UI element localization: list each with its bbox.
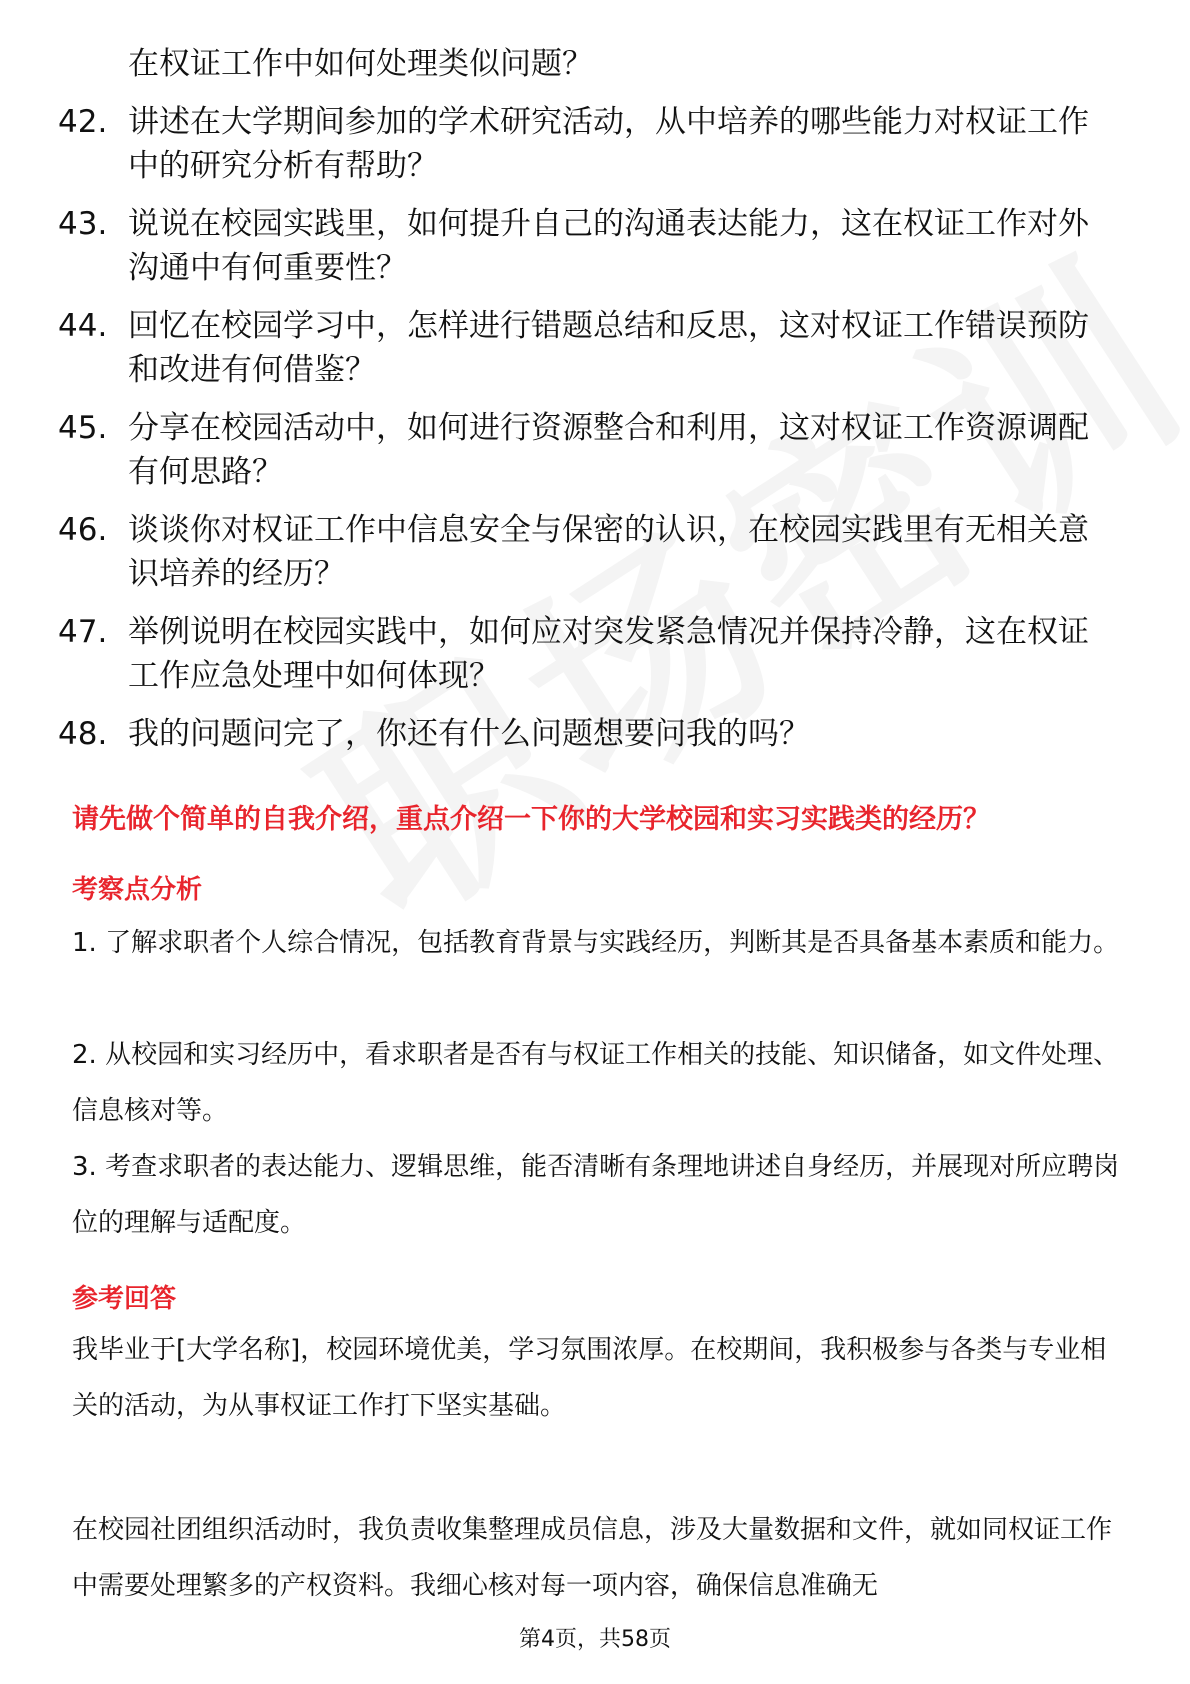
- analysis-title: 考察点分析: [72, 875, 203, 905]
- question-number: 46.: [58, 512, 108, 548]
- reference-paragraph: 在校园社团组织活动时，我负责收集整理成员信息，涉及大量数据和文件，就如同权证工作中需要处理繁多的产权资料。我细心核对每一项内容，确保信息准确无: [72, 1515, 1113, 1601]
- list-item: [58, 304, 1138, 392]
- question-number: 48.: [58, 716, 108, 752]
- analysis-point: 3. 考查求职者的表达能力、逻辑思维，能否清晰有条理地讲述自身经历，并展现对所应聘岗位的理解与适配度。: [72, 1152, 1120, 1238]
- question-number: 43.: [58, 206, 108, 242]
- main-question-heading: 请先做个简单的自我介绍，重点介绍一下你的大学校园和实习实践类的经历？: [72, 804, 990, 835]
- list-item: [58, 712, 1138, 756]
- question-text: 说说在校园实践里，如何提升自己的沟通表达能力，这在权证工作对外沟通中有何重要性？: [128, 206, 1089, 286]
- question-list: [58, 42, 1138, 770]
- list-item: [58, 610, 1138, 698]
- list-item: [58, 100, 1138, 188]
- question-text: 举例说明在校园实践中，如何应对突发紧急情况并保持冷静，这在权证工作应急处理中如何体现？: [128, 614, 1089, 694]
- list-item: [58, 508, 1138, 596]
- question-text: 讲述在大学期间参加的学术研究活动，从中培养的哪些能力对权证工作中的研究分析有帮助？: [128, 104, 1089, 184]
- list-item: [58, 202, 1138, 290]
- question-number: 42.: [58, 104, 108, 140]
- list-item: [58, 406, 1138, 494]
- analysis-point: 1. 了解求职者个人综合情况，包括教育背景与实践经历，判断其是否具备基本素质和能力。: [72, 928, 1120, 958]
- question-text: 谈谈你对权证工作中信息安全与保密的认识，在校园实践里有无相关意识培养的经历？: [128, 512, 1089, 592]
- reference-paragraph: 我毕业于[大学名称]，校园环境优美，学习氛围浓厚。在校期间，我积极参与各类与专业相关的活动，为从事权证工作打下坚实基础。: [72, 1335, 1107, 1421]
- question-text: 分享在校园活动中，如何进行资源整合和利用，这对权证工作资源调配有何思路？: [128, 410, 1089, 490]
- question-number: [58, 42, 128, 86]
- reference-title: 参考回答: [72, 1284, 177, 1314]
- question-number: 45.: [58, 410, 108, 446]
- list-item: [58, 42, 1138, 86]
- question-number: 44.: [58, 308, 108, 344]
- question-number: 47.: [58, 614, 108, 650]
- page-footer: 第4页，共58页: [519, 1627, 671, 1652]
- question-text: 我的问题问完了，你还有什么问题想要问我的吗？: [128, 716, 810, 752]
- question-text: 回忆在校园学习中，怎样进行错题总结和反思，这对权证工作错误预防和改进有何借鉴？: [128, 308, 1089, 388]
- analysis-point: 2. 从校园和实习经历中，看求职者是否有与权证工作相关的技能、知识储备，如文件处理、信息核对等。: [72, 1040, 1120, 1126]
- question-text: 在权证工作中如何处理类似问题？: [128, 46, 593, 82]
